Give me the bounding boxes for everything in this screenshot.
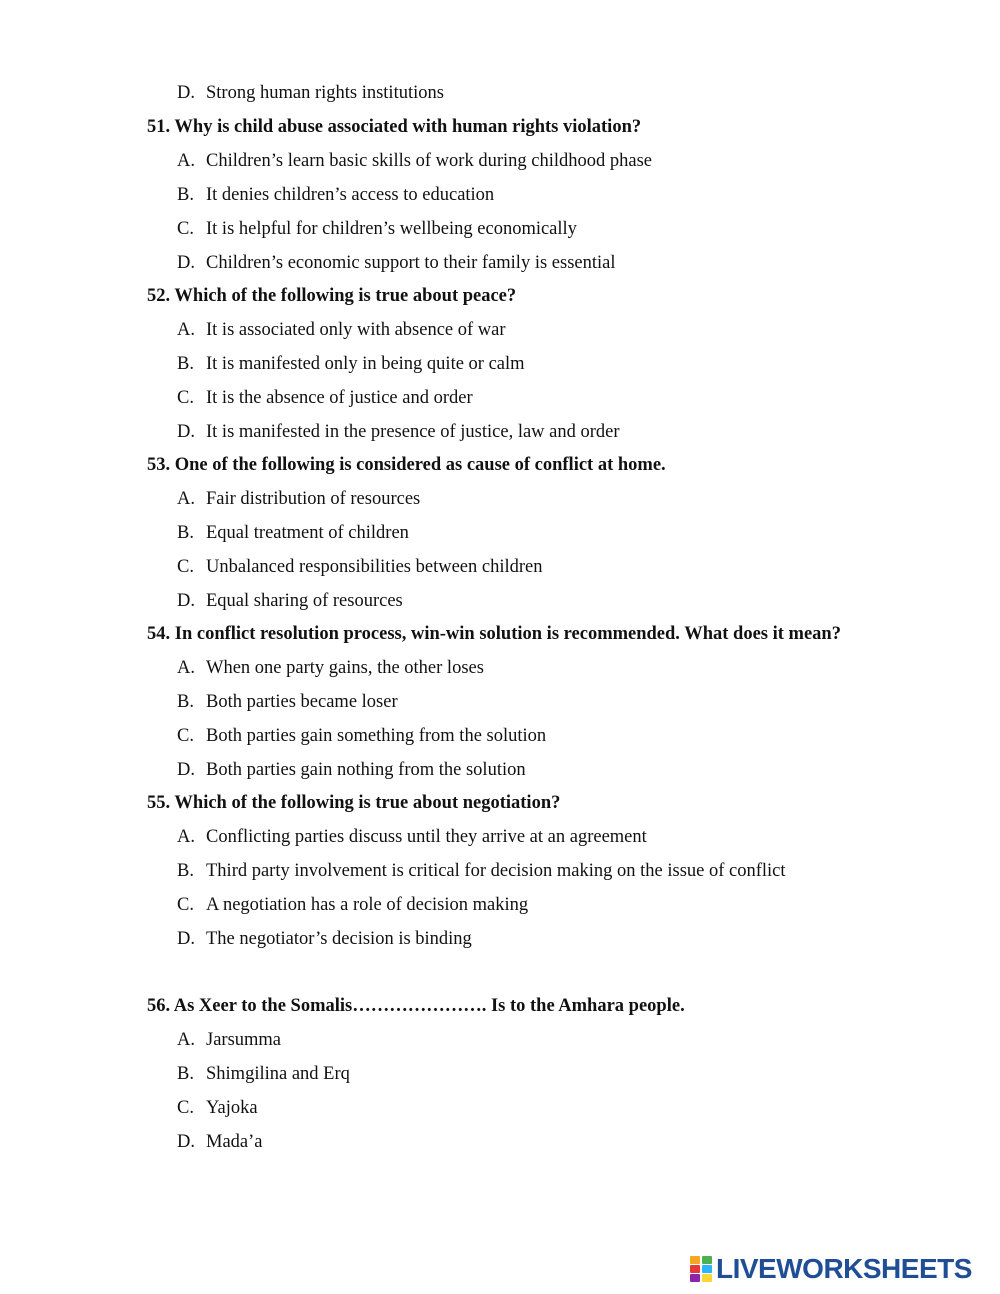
option-text: When one party gains, the other loses [206,658,484,678]
option-letter: D. [177,83,195,103]
option-54-c [177,725,546,747]
option-text: Equal treatment of children [206,523,409,543]
option-text: Equal sharing of resources [206,591,403,611]
option-text: A negotiation has a role of decision making [206,895,529,915]
option-text: It is the absence of justice and order [206,388,473,408]
option-51-a [177,150,652,172]
option-55-a [177,826,647,848]
option-letter: B. [177,861,194,881]
option-51-d [177,252,616,274]
option-text: It is manifested only in being quite or calm [206,354,525,374]
option-letter: D. [177,591,195,611]
option-54-d [177,759,526,781]
question-text: Why is child abuse associated with human rights violation? [174,117,642,137]
option-letter: C. [177,726,194,746]
option-letter: B. [177,692,194,712]
option-letter: D. [177,253,195,273]
option-52-d [177,421,620,443]
option-text: It is manifested in the presence of justice, law and order [206,422,620,442]
option-letter: C. [177,1098,194,1118]
question-number: 54. [147,624,171,644]
option-53-b [177,522,409,544]
option-letter: A. [177,658,195,678]
option-54-b [177,691,398,713]
option-text: Both parties gain something from the solution [206,726,547,746]
liveworksheets-brand[interactable] [690,1254,972,1284]
option-text: Shimgilina and Erq [206,1064,350,1084]
option-text: It is associated only with absence of war [206,320,506,340]
option-text: Children’s learn basic skills of work during childhood phase [206,151,652,171]
option-letter: D. [177,422,195,442]
option-letter: A. [177,151,195,171]
option-51-b [177,184,494,206]
question-52 [147,285,516,307]
option-text: Fair distribution of resources [206,489,421,509]
option-56-a [177,1029,281,1051]
option-53-c [177,556,543,578]
option-text: Conflicting parties discuss until they arrive at an agreement [206,827,647,847]
option-letter: A. [177,827,195,847]
question-number: 55. [147,793,171,813]
question-text: As Xeer to the Somalis…………………. Is to the Amhara people. [173,996,685,1016]
option-text: Third party involvement is critical for decision making on the issue of conflict [206,861,786,881]
option-50-d [177,82,444,104]
question-56 [147,995,685,1017]
question-number: 51. [147,117,171,137]
question-text: In conflict resolution process, win-win solution is recommended. What does it mean? [174,624,841,644]
option-text: Children’s economic support to their family is essential [206,253,616,273]
option-letter: B. [177,523,194,543]
option-letter: B. [177,1064,194,1084]
option-letter: D. [177,1132,195,1152]
option-53-d [177,590,403,612]
option-letter: A. [177,320,195,340]
question-text: Which of the following is true about negotiation? [174,793,561,813]
option-55-b [177,860,786,882]
option-53-a [177,488,420,510]
question-54 [147,623,841,645]
question-53 [147,454,666,476]
option-text: Mada’a [206,1132,263,1152]
question-number: 52. [147,286,171,306]
option-letter: C. [177,388,194,408]
option-text: Both parties became loser [206,692,398,712]
question-text: Which of the following is true about peace? [174,286,517,306]
option-text: It is helpful for children’s wellbeing economically [206,219,577,239]
option-text: The negotiator’s decision is binding [206,929,472,949]
question-text: One of the following is considered as cause of conflict at home. [174,455,666,475]
option-56-c [177,1097,258,1119]
liveworksheets-logo-icon [690,1256,712,1282]
option-55-c [177,894,528,916]
option-text: It denies children’s access to education [206,185,495,205]
option-letter: B. [177,185,194,205]
option-letter: C. [177,895,194,915]
question-number: 56. [147,996,171,1016]
option-text: Yajoka [206,1098,258,1118]
option-56-b [177,1063,350,1085]
option-54-a [177,657,484,679]
question-51 [147,116,641,138]
option-51-c [177,218,577,240]
question-55 [147,792,560,814]
option-letter: D. [177,929,195,949]
option-text: Unbalanced responsibilities between children [206,557,543,577]
option-52-c [177,387,473,409]
question-number: 53. [147,455,171,475]
option-letter: C. [177,557,194,577]
option-56-d [177,1131,263,1153]
option-letter: A. [177,1030,195,1050]
liveworksheets-wordmark: LIVEWORKSHEETS [716,1253,972,1284]
option-letter: D. [177,760,195,780]
option-letter: A. [177,489,195,509]
option-52-a [177,319,506,341]
option-text: Strong human rights institutions [206,83,444,103]
option-55-d [177,928,472,950]
option-letter: B. [177,354,194,374]
option-text: Both parties gain nothing from the solution [206,760,526,780]
option-letter: C. [177,219,194,239]
option-52-b [177,353,525,375]
option-text: Jarsumma [206,1030,282,1050]
